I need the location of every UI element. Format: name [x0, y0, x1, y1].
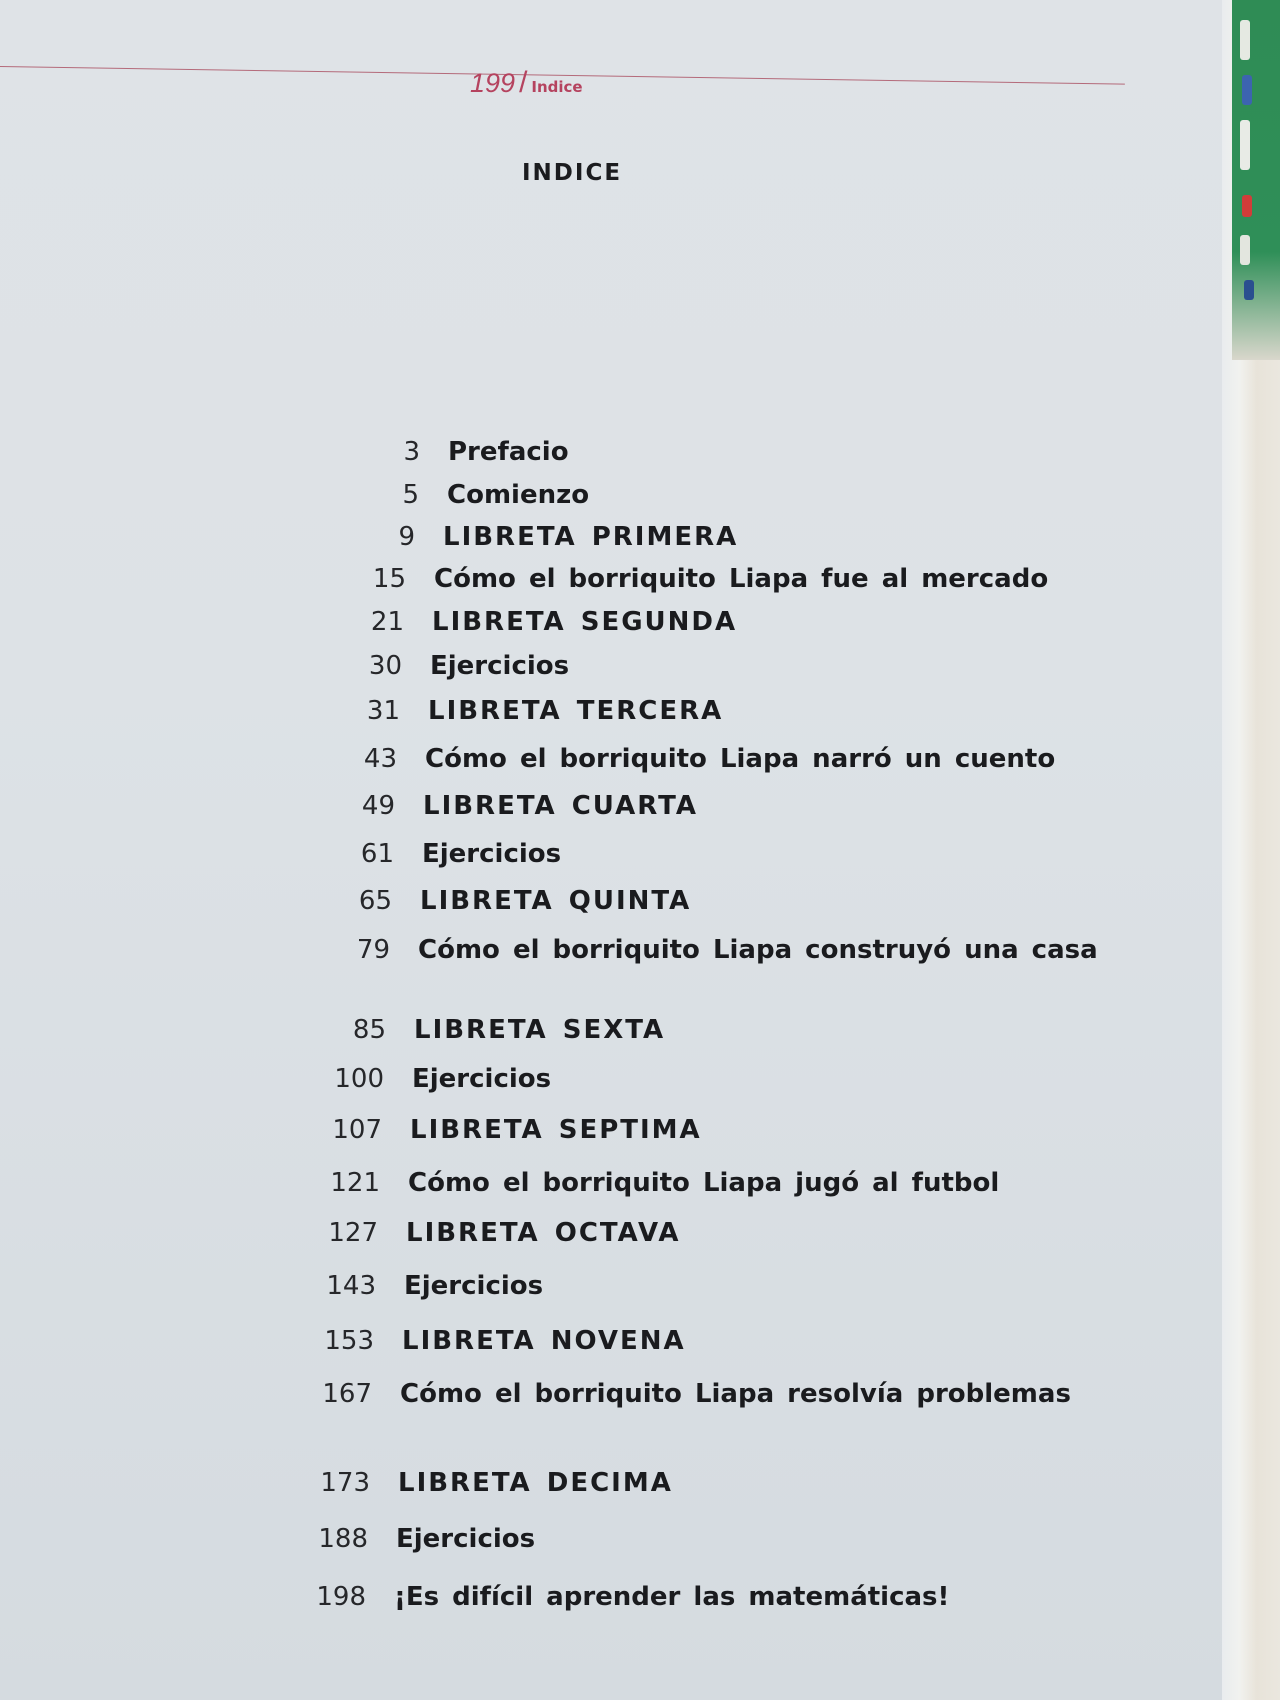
toc-entry-page: 9 — [398, 522, 415, 552]
running-head — [470, 66, 583, 100]
toc-entry-title: LIBRETA SEXTA — [414, 1015, 666, 1045]
running-head-page-number: 199 — [470, 68, 516, 98]
toc-entry-page: 188 — [318, 1524, 368, 1554]
toc-entry-page: 15 — [372, 564, 406, 594]
book-cover-edge — [1232, 0, 1280, 360]
toc-entry-title: Ejercicios — [422, 839, 562, 869]
toc-entry-title: LIBRETA QUINTA — [420, 886, 692, 916]
toc-entry-title: LIBRETA NOVENA — [402, 1326, 686, 1356]
toc-entry-page: 85 — [352, 1015, 386, 1045]
toc-entry-title: Ejercicios — [396, 1524, 536, 1554]
toc-entry-title: LIBRETA PRIMERA — [443, 522, 739, 552]
toc-entry-title: Ejercicios — [430, 651, 570, 681]
toc-entry-page: 3 — [403, 437, 420, 467]
toc-entry-page: 153 — [324, 1326, 374, 1356]
toc-entry-page: 43 — [363, 744, 397, 774]
cover-mark — [1240, 235, 1250, 265]
toc-entry-title: Comienzo — [447, 480, 590, 510]
toc-entry-page: 79 — [356, 935, 390, 965]
toc-entry-page: 167 — [322, 1379, 372, 1409]
toc-entry-page: 30 — [368, 651, 402, 681]
toc-entry-page: 100 — [334, 1064, 384, 1094]
toc-entry-title: Ejercicios — [404, 1271, 544, 1301]
cover-mark — [1242, 195, 1252, 217]
toc-entry-title: LIBRETA SEGUNDA — [432, 607, 738, 637]
toc-entry-page: 5 — [402, 480, 419, 510]
toc-entry-page: 127 — [328, 1218, 378, 1248]
toc-entry-page: 31 — [366, 696, 400, 726]
toc-entry-title: Cómo el borriquito Liapa fue al mercado — [434, 564, 1049, 594]
cover-mark — [1244, 280, 1254, 300]
toc-entry-title: Cómo el borriquito Liapa resolvía problemas — [400, 1379, 1071, 1409]
toc-entry-page: 173 — [320, 1468, 370, 1498]
toc-entry-page: 49 — [361, 791, 395, 821]
cover-mark — [1240, 20, 1250, 60]
toc-entry-page: 61 — [360, 839, 394, 869]
toc-entry-title: Cómo el borriquito Liapa construyó una casa — [418, 935, 1098, 965]
toc-entry-page: 21 — [370, 607, 404, 637]
toc-entry-page: 198 — [316, 1582, 366, 1612]
toc-entry-title: LIBRETA OCTAVA — [406, 1218, 681, 1248]
toc-entry-title: Ejercicios — [412, 1064, 552, 1094]
toc-entry-title: ¡Es difícil aprender las matemáticas! — [394, 1582, 950, 1612]
cover-mark — [1242, 75, 1252, 105]
toc-entry-title: Prefacio — [448, 437, 569, 467]
page-title: INDICE — [522, 160, 623, 186]
toc-entry-title: LIBRETA TERCERA — [428, 696, 724, 726]
toc-entry-title: LIBRETA CUARTA — [423, 791, 698, 821]
toc-entry-page: 121 — [330, 1168, 380, 1198]
toc-entry-page: 65 — [358, 886, 392, 916]
toc-entry-page: 143 — [326, 1271, 376, 1301]
cover-mark — [1240, 120, 1250, 170]
toc-entry-title: LIBRETA DECIMA — [398, 1468, 673, 1498]
running-head-section: Indice — [531, 78, 583, 96]
toc-entry-title: Cómo el borriquito Liapa jugó al futbol — [408, 1168, 1000, 1198]
toc-entry-title: Cómo el borriquito Liapa narró un cuento — [425, 744, 1056, 774]
toc-entry-title: LIBRETA SEPTIMA — [410, 1115, 702, 1145]
toc-entry-page: 107 — [332, 1115, 382, 1145]
running-head-separator: / — [519, 66, 528, 99]
